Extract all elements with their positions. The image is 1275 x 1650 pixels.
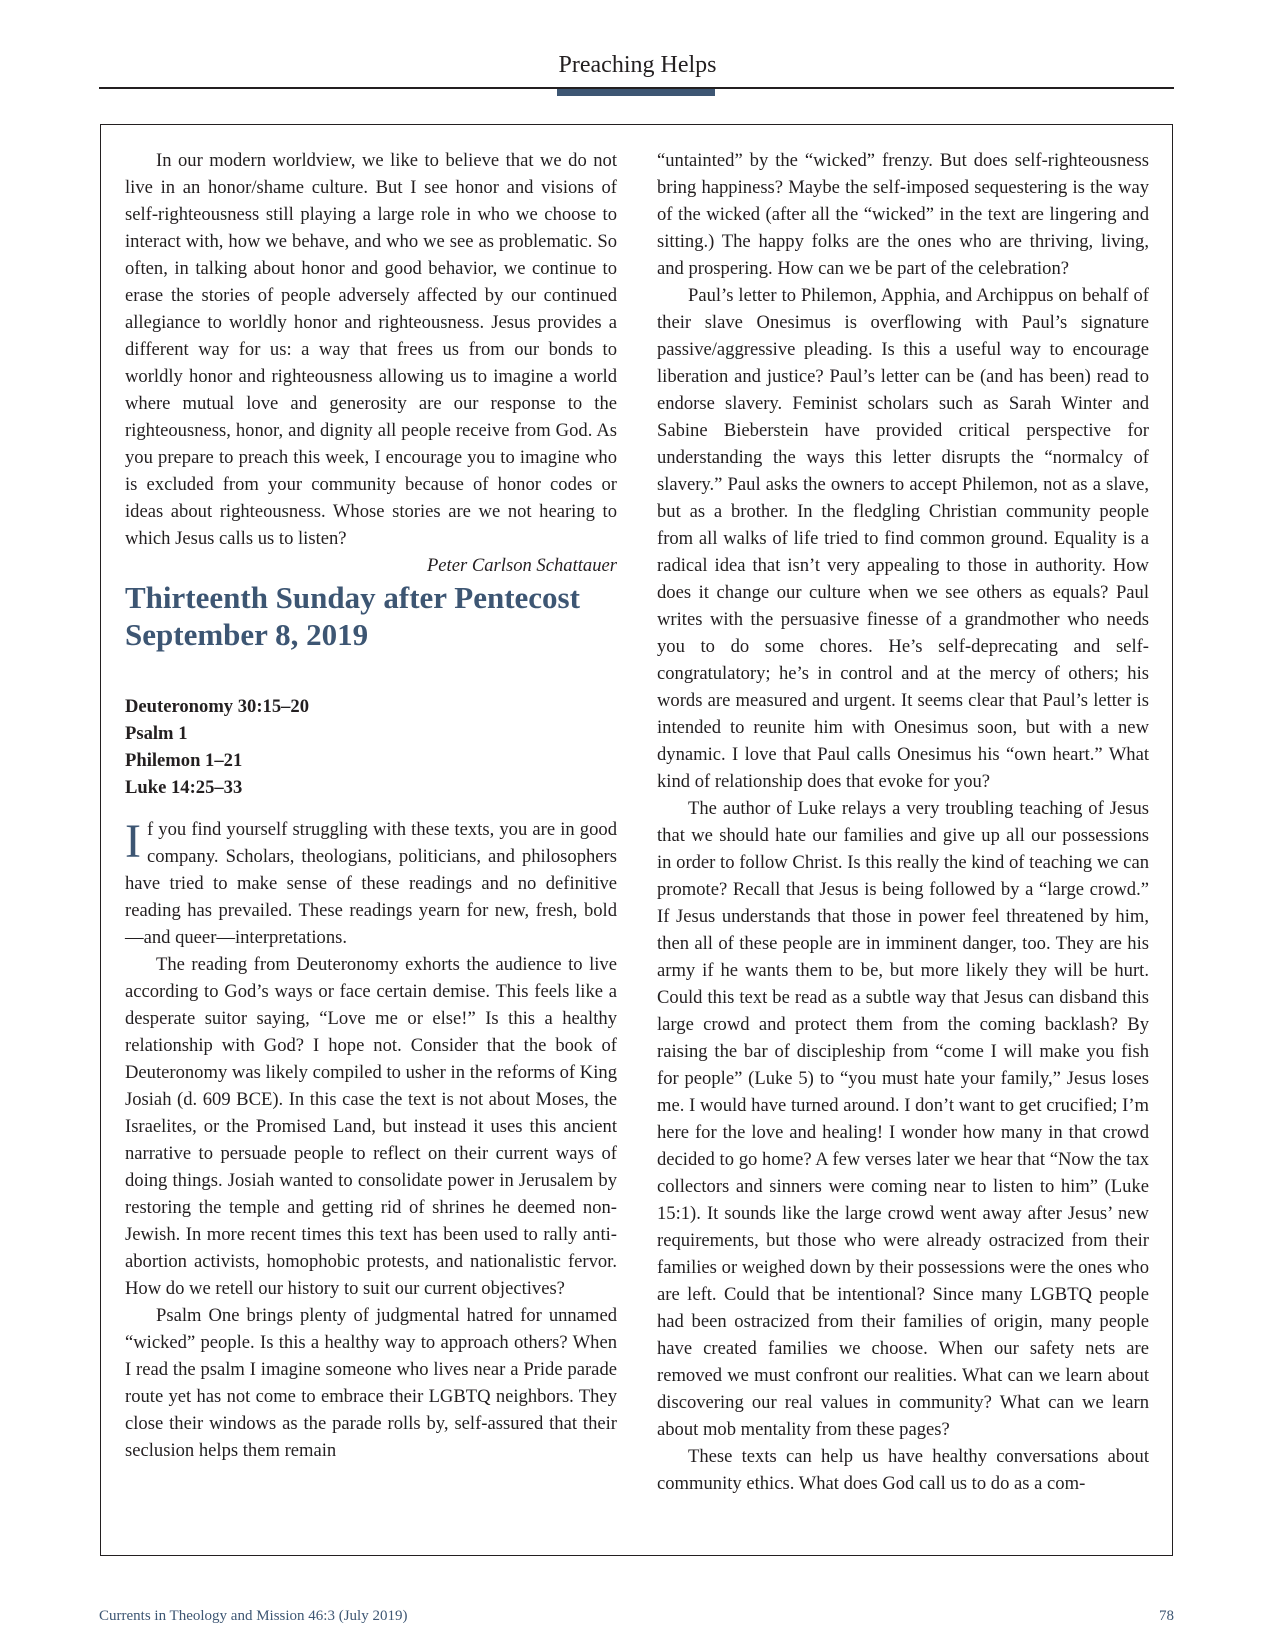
body-paragraph (125, 816, 617, 951)
body-paragraph: “untainted” by the “wicked” frenzy. But does self-righteousness bring happiness? Maybe the self-imposed sequestering is the way of the wicked (after all the “wicked” in the text are lingering and sitting.) The happy folks are the ones who are thriving, living, and prospering. How can we be part of the celebration? (657, 150, 1149, 279)
author-signature: Peter Carlson Schattauer (426, 555, 617, 576)
readings-list (125, 693, 617, 801)
body-paragraph: These texts can help us have healthy conversations about community ethics. What does God call us to do as a com- (657, 1446, 1149, 1494)
intro-paragraph: In our modern worldview, we like to believe that we do not live in an honor/shame culture. But I see honor and visions of self-righteousness still playing a large role in who we choose to interact with, how we behave, and who we see as problematic. So often, in talking about honor and good behavior, we continue to erase the stories of people adversely affected by our continued allegiance to worldly honor and righteousness. Jesus provides a different way for us: a way that frees us from our bonds to worldly honor and righteousness allowing us to imagine a world where mutual love and generosity are our response to the righteousness, honor, and dignity all people receive from God. As you prepare to preach this week, I encourage you to imagine who is excluded from your community because of honor codes or ideas about righteousness. Whose stories are we not hearing to which Jesus calls us to listen? (125, 150, 617, 549)
reading-item: Philemon 1–21 (125, 750, 243, 771)
body-paragraph: Psalm One brings plenty of judgmental hatred for unnamed “wicked” people. Is this a healthy way to approach others? When I read the psalm I imagine someone who lives near a Pride parade route yet has not come to embrace their LGBTQ neighbors. They close their windows as the parade rolls by, self-assured that their seclusion helps them remain (125, 1305, 617, 1461)
body-paragraph: The reading from Deuteronomy exhorts the audience to live according to God’s ways or face certain demise. This feels like a desperate suitor saying, “Love me or else!” Is this a healthy relationship with God? I hope not. Consider that the book of Deuteronomy was likely compiled to usher in the reforms of King Josiah (d. 609 BCE). In this case the text is not about Moses, the Israelites, or the Promised Land, but instead it uses this ancient narrative to persuade people to reflect on their current ways of doing things. Josiah wanted to consolidate power in Jerusalem by restoring the temple and getting rid of shrines he deemed non-Jewish. In more recent times this text has been used to rally anti-abortion activists, homophobic protests, and nationalistic fervor. How do we retell our history to suit our current objectives? (125, 954, 617, 1299)
body-paragraph-text: f you find yourself struggling with these texts, you are in good company. Scholars, theologians, politicians, and philosophers have tried to make sense of these readings and no definitive reading has prevailed. These readings yearn for new, fresh, bold—and queer—interpretations. (125, 819, 617, 948)
section-heading-date: September 8, 2019 (125, 617, 369, 652)
right-column (657, 147, 1149, 1497)
section-heading (125, 579, 617, 653)
reading-item: Psalm 1 (125, 723, 188, 744)
drop-cap: I (125, 815, 141, 868)
running-header: Preaching Helps (558, 52, 717, 78)
journal-citation: Currents in Theology and Mission 46:3 (July 2019) (99, 1608, 408, 1624)
left-column (125, 147, 617, 1464)
reading-item: Deuteronomy 30:15–20 (125, 696, 310, 717)
section-heading-title: Thirteenth Sunday after Pentecost (125, 580, 580, 615)
body-paragraph: Paul’s letter to Philemon, Apphia, and Archippus on behalf of their slave Onesimus is overflowing with Paul’s signature passive/aggressive pleading. Is this a useful way to encourage liberation and justice? Paul’s letter can be (and has been) read to endorse slavery. Feminist scholars such as Sarah Winter and Sabine Bieberstein have provided critical perspective for understanding the ways this letter disrupts the “normalcy of slavery.” Paul asks the owners to accept Philemon, not as a slave, but as a brother. In the fledgling Christian community people from all walks of life tried to find common ground. Equality is a radical idea that isn’t very appealing to those in authority. How does it change our culture when we see others as equals? Paul writes with the persuasive finesse of a grandmother who needs you to do some chores. He’s self-deprecating and self-congratulatory; he’s in control and at the mercy of others; his words are measured and urgent. It seems clear that Paul’s letter is intended to reunite him with Onesimus soon, but with a new dynamic. I love that Paul calls Onesimus his “own heart.” What kind of relationship does that evoke for you? (657, 285, 1149, 792)
reading-item: Luke 14:25–33 (125, 777, 243, 798)
header-accent-bar (557, 89, 715, 96)
page-number: 78 (1159, 1608, 1174, 1624)
body-paragraph: The author of Luke relays a very troubling teaching of Jesus that we should hate our families and give up all our possessions in order to follow Christ. Is this really the kind of teaching we can promote? Recall that Jesus is being followed by a “large crowd.” If Jesus understands that those in power feel threatened by him, then all of these people are in imminent danger, too. They are his army if he wants them to be, but more likely they will be hurt. Could this text be read as a subtle way that Jesus can disband this large crowd and protect them from the coming backlash? By raising the bar of discipleship from “come I will make you fish for people” (Luke 5) to “you must hate your family,” Jesus loses me. I would have turned around. I don’t want to get crucified; I’m here for the love and healing! I wonder how many in that crowd decided to go home? A few verses later we hear that “Now the tax collectors and sinners were coming near to listen to him” (Luke 15:1). It sounds like the large crowd went away after Jesus’ new requirements, but those who were already ostracized from their families or weighed down by their possessions were the ones who are left. Could that be intentional? Since many LGBTQ people had been ostracized from their families of origin, many people have created families we choose. When our safety nets are removed we must confront our realities. What can we learn about discovering our real values in community? What can we learn about mob mentality from these pages? (657, 798, 1149, 1440)
